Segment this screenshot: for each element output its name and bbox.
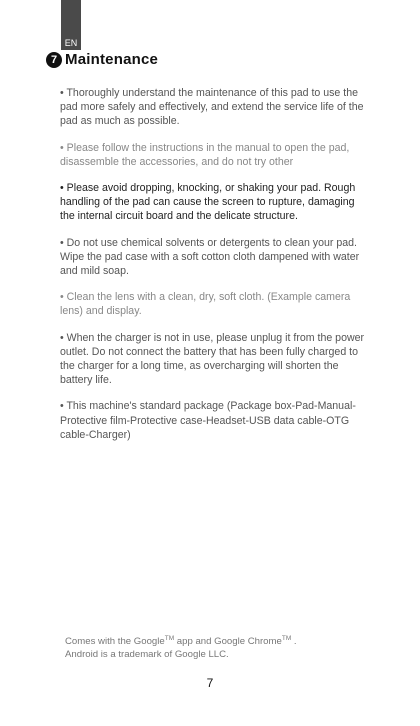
footer-line-google: Comes with the Google™ app and Google Chrome™ . [65,634,297,647]
paragraph-package: • This machine's standard package (Package box-Pad-Manual-Protective film-Protective case-Headset-USB data cable-OTG cable-Charger) [60,400,356,441]
paragraph-cleaning: • Do not use chemical solvents or detergents to clean your pad. Wipe the pad case with a soft cotton cloth dampened with water and mild soap. [60,236,360,278]
section-number-badge: 7 [46,52,62,68]
language-label: EN [64,38,78,48]
section-heading [46,51,158,68]
paragraph-lens: • Clean the lens with a clean, dry, soft cloth. (Example camera lens) and display. [60,291,351,318]
paragraph-intro: • Thoroughly understand the maintenance of this pad to use the pad more safely and effectively, and extend the service life of the pad as much as possible. [60,87,364,128]
maintenance-content [60,86,366,454]
footer-line-android: Android is a trademark of Google LLC. [65,648,229,660]
paragraph-instructions: • Please follow the instructions in the manual to open the pad, disassemble the accessories, and do not try other [60,141,350,168]
page-number: 7 [206,676,214,690]
language-tab [61,0,81,50]
paragraph-handling: • Please avoid dropping, knocking, or shaking your pad. Rough handling of the pad can cause the screen to rupture, damaging the internal circuit board and the delicate structure. [60,182,356,223]
trademark-footer [65,636,365,661]
section-title: Maintenance [65,51,159,68]
paragraph-charger: • When the charger is not in use, please unplug it from the power outlet. Do not connect the battery that has been fully charged to the charger for a long time, as overcharging will shorten the battery life. [60,331,365,387]
